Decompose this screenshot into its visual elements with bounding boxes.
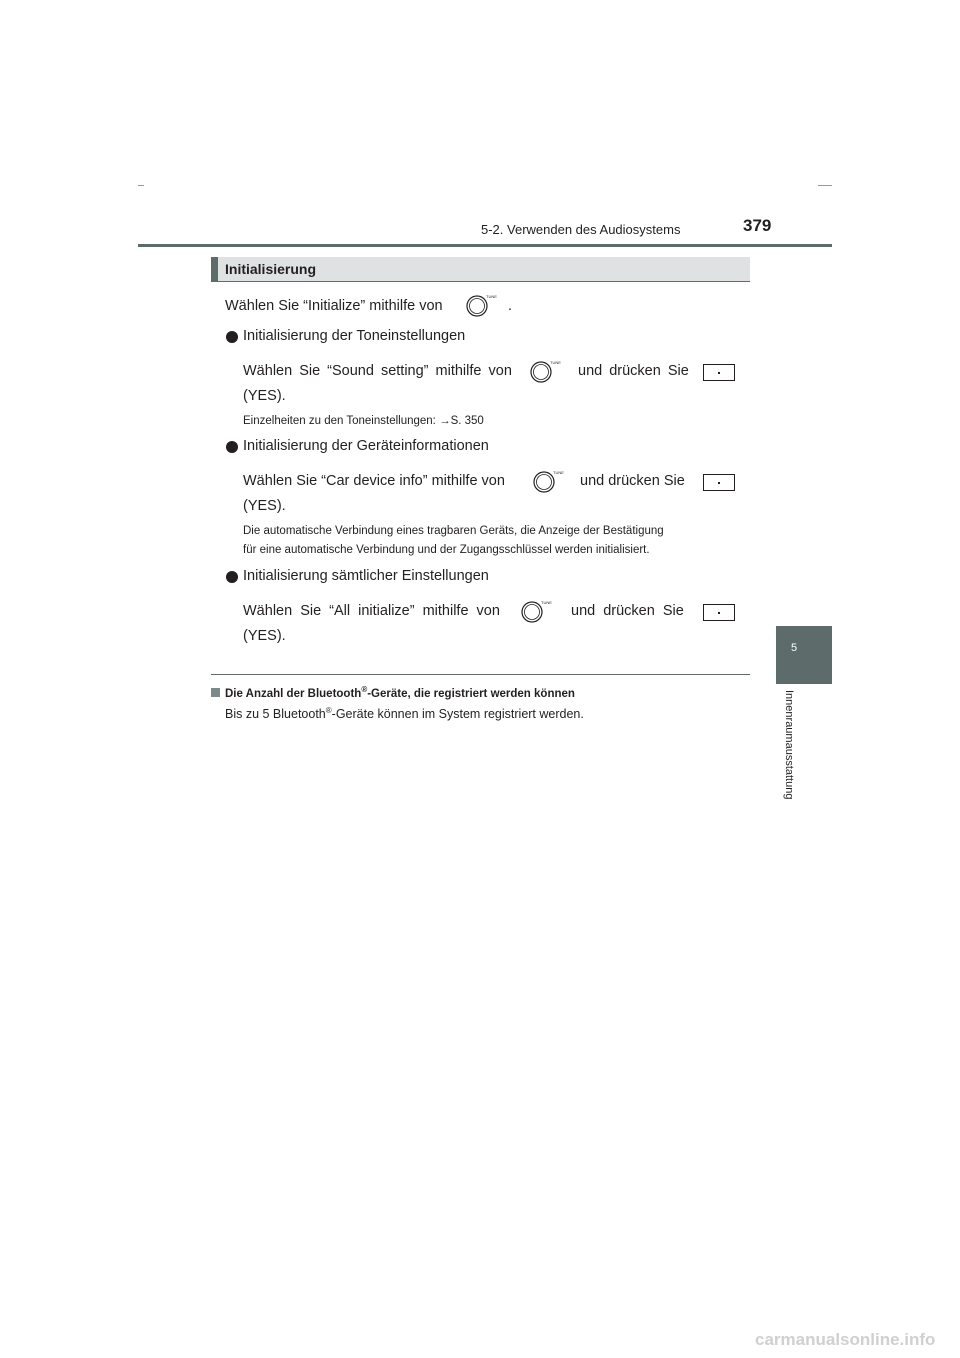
- item-instruction-sound: Wählen Sie “Sound setting” mithilfe von: [243, 363, 512, 379]
- item-note-device-line1: Die automatische Verbindung eines tragbaren Geräts, die Anzeige der Bestätigung: [243, 525, 664, 537]
- crop-mark-left: [138, 185, 144, 186]
- intro-text: Wählen Sie “Initialize” mithilfe von: [225, 298, 443, 314]
- note-heading-part2: -Geräte, die registriert werden können: [367, 687, 575, 700]
- chapter-title: Innenraumausstattung: [783, 690, 795, 800]
- chapter-tab: [776, 626, 832, 684]
- note-separator: [211, 674, 750, 675]
- chapter-title-vertical: [775, 690, 815, 830]
- svg-text:TUNE: TUNE: [550, 360, 561, 365]
- tune-knob-icon: [465, 292, 495, 318]
- note-text: [225, 706, 584, 721]
- section-band-rule: [211, 281, 750, 282]
- item-heading-sound: Initialisierung der Toneinstellungen: [243, 328, 466, 344]
- bullet-dot-icon: [226, 441, 238, 453]
- item-instruction-sound-yes: (YES).: [243, 388, 286, 404]
- item-instruction-device-yes: (YES).: [243, 498, 286, 514]
- note-heading-part1: Die Anzahl der Bluetooth: [225, 687, 362, 700]
- svg-text:TUNE: TUNE: [486, 294, 497, 299]
- note-text-part1: Bis zu 5 Bluetooth: [225, 707, 326, 722]
- crop-mark-right: [818, 185, 832, 186]
- tune-knob-icon: [529, 358, 559, 384]
- svg-text:TUNE: TUNE: [553, 470, 564, 475]
- header-rule: [138, 244, 832, 247]
- tune-knob-icon: [520, 598, 550, 624]
- item-instruction-all: Wählen Sie “All initialize” mithilfe von: [243, 603, 500, 619]
- bullet-dot-icon: [226, 571, 238, 583]
- note-text-part2: -Geräte können im System registriert werden.: [331, 707, 584, 722]
- item-note-sound: Einzelheiten zu den Toneinstellungen: →S. 350: [243, 415, 484, 427]
- note-square-icon: [211, 688, 220, 697]
- bullet-dot-icon: [226, 331, 238, 343]
- registered-mark: ®: [361, 685, 368, 694]
- chapter-number: 5: [791, 642, 798, 654]
- select-button-icon: [703, 474, 735, 491]
- svg-text:TUNE: TUNE: [541, 600, 552, 605]
- select-button-icon: [703, 604, 735, 621]
- tune-knob-icon: [532, 468, 562, 494]
- item-instruction-device: Wählen Sie “Car device info” mithilfe von: [243, 473, 505, 489]
- section-band-accent: [211, 257, 218, 281]
- footer-watermark: carmanualsonline.info: [755, 1330, 936, 1349]
- item-note-device-line2: für eine automatische Verbindung und der Zugangsschlüssel werden initialisiert.: [243, 544, 650, 556]
- item-heading-device: Initialisierung der Geräteinformationen: [243, 438, 489, 454]
- section-heading: Initialisierung: [225, 261, 317, 277]
- select-button-icon: [703, 364, 735, 381]
- section-title: 5-2. Verwenden des Audiosystems: [481, 222, 681, 237]
- item-instruction-sound-middle: und drücken Sie: [578, 363, 689, 379]
- intro-period: .: [508, 298, 513, 314]
- item-instruction-all-yes: (YES).: [243, 628, 286, 644]
- item-instruction-all-middle: und drücken Sie: [571, 603, 684, 619]
- note-heading: [225, 685, 575, 700]
- item-heading-all: Initialisierung sämtlicher Einstellungen: [243, 568, 489, 584]
- page-number: 379: [743, 216, 772, 235]
- item-instruction-device-middle: und drücken Sie: [580, 473, 685, 489]
- registered-mark: ®: [325, 706, 332, 715]
